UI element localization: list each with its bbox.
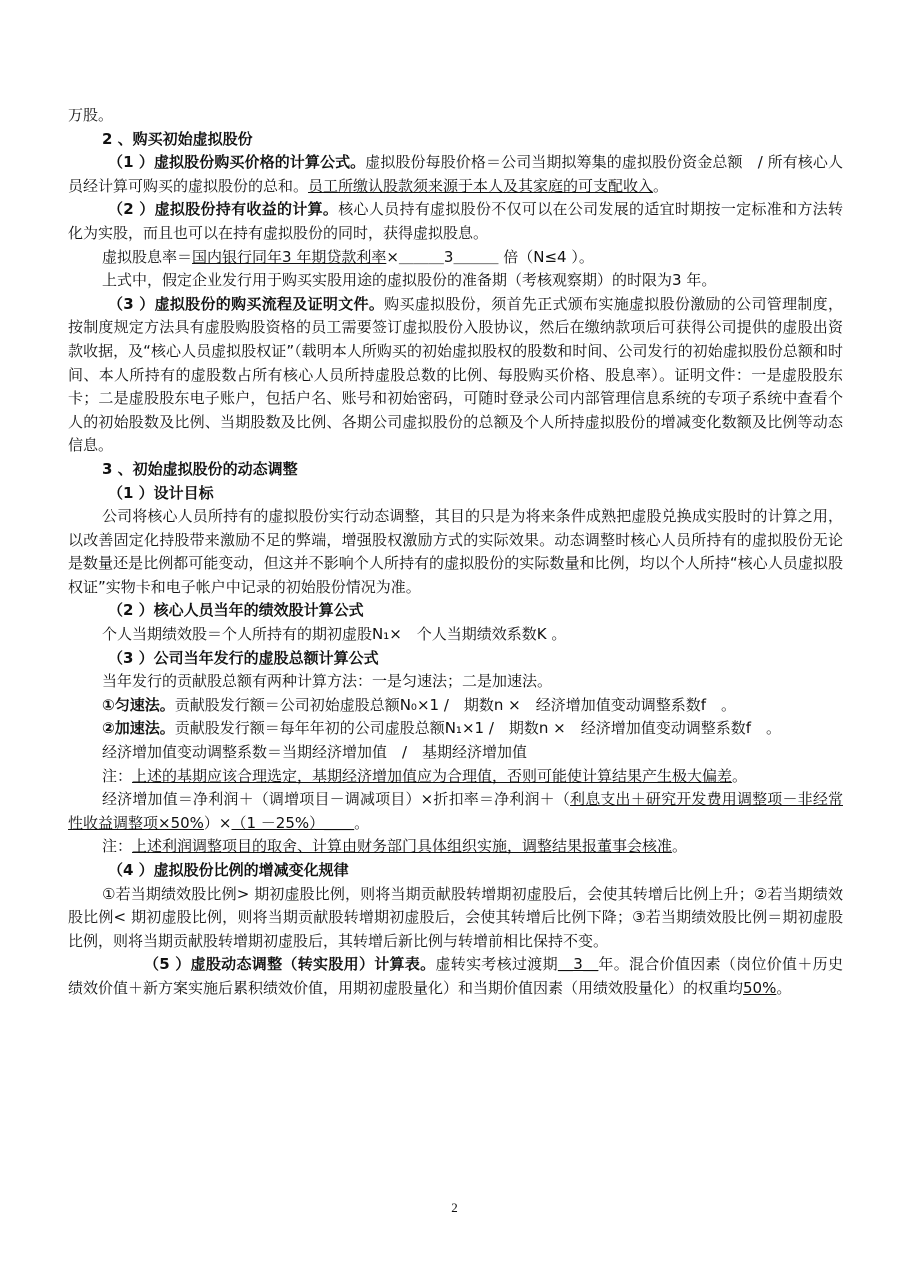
subheading-ratio-rule: （4 ）虚拟股份比例的增减变化规律 [108,861,349,879]
subheading: （2 ）虚拟股份持有收益的计算。 [108,200,339,219]
subheading-design-goal: （1 ）设计目标 [108,483,214,502]
method-uniform: ①匀速法。贡献股发行额＝公司初始虚股总额N₀×1 / 期数n × 经济增加值变动调整系数f 。 [102,695,736,714]
formula-performance-shares: 个人当期绩效股＝个人所持有的期初虚股N₁× 个人当期绩效系数K 。 [102,625,567,644]
formula-adjustment-factor: 经济增加值变动调整系数＝当期经济增加值 / 基期经济增加值 [102,743,528,762]
subheading: （3 ）虚拟股份的购买流程及证明文件。 [108,294,385,313]
page-number: 2 [451,1200,458,1215]
formula-eva: 经济增加值＝净利润＋（调增项目－调减项目）×折扣率＝净利润＋（利息支出＋研究开发费用调整项－非经常性收益调整项×50%）×（1 －25%）＿＿。 [68,790,843,832]
document-body [68,104,843,1001]
note-base-period: 注：上述的基期应该合理选定，基期经济增加值应为合理值，否则可能使计算结果产生极大偏差。 [102,766,748,785]
paragraph-conversion-table: （5 ）虚股动态调整（转实股用）计算表。虚转实考核过渡期＿3＿年。混合价值因素（岗位价值＋历史绩效价值＋新方案实施后累积绩效价值，用期初虚股量化）和当期价值因素（用绩效股量化）的权重均50%。 [68,955,843,997]
paragraph-prep-period: 上式中，假定企业发行用于购买实股用途的虚拟股份的准备期（考核观察期）的时限为3 年。 [102,271,717,290]
method-accelerated: ②加速法。贡献股发行额＝每年年初的公司虚股总额N₁×1 / 期数n × 经济增加值变动调整系数f 。 [102,719,781,738]
paragraph-ratio-rule: ①若当期绩效股比例> 期初虚股比例，则将当期贡献股转增期初虚股后，会使其转增后比例上升；②若当期绩效股比例< 期初虚股比例，则将当期贡献股转增期初虚股后，会使其转增后比例下降；③若当期绩效股比例＝期初虚股比例，则将当期贡献股转增期初虚股后，其转增后新比例与转增前相比保持不变。 [68,884,843,950]
section-heading-3: 3 、初始虚拟股份的动态调整 [102,459,298,478]
paragraph-continuation: 万股。 [68,106,114,124]
subheading: （1 ）虚拟股份购买价格的计算公式。 [108,153,366,172]
subheading-total-issue: （3 ）公司当年发行的虚股总额计算公式 [108,648,379,667]
paragraph-purchase-price: （1 ）虚拟股份购买价格的计算公式。虚拟股份每股价格＝公司当期拟筹集的虚拟股份资金总额 / 所有核心人员经计算可购买的虚拟股份的总和。员工所缴认股款须来源于本人及其家庭的可支配收入。 [68,153,843,195]
paragraph-design-goal: 公司将核心人员所持有的虚拟股份实行动态调整，其目的只是为将来条件成熟把虚股兑换成实股时的计算之用，以改善固定化持股带来激励不足的弊端，增强股权激励方式的实际效果。动态调整时核心人员所持有的虚拟股份无论是数量还是比例都可能变动，但这并不影响个人所持有的虚拟股份的实际数量和比例，均以个人所持“核心人员虚拟股权证”实物卡和电子帐户中记录的初始股份情况为准。 [68,507,843,596]
underlined-text: 员工所缴认股款须来源于本人及其家庭的可支配收入 [308,176,654,195]
paragraph-holding-return: （2 ）虚拟股份持有收益的计算。核心人员持有虚拟股份不仅可以在公司发展的适宜时期按一定标准和方法转化为实股，而且也可以在持有虚拟股份的同时，获得虚拟股息。 [68,200,843,242]
section-heading-2: 2 、购买初始虚拟股份 [102,129,253,148]
note-profit-adjustment: 注：上述利润调整项目的取舍、计算由财务部门具体组织实施，调整结果报董事会核准。 [102,837,688,856]
subheading-performance-shares: （2 ）核心人员当年的绩效股计算公式 [108,601,364,620]
formula-dividend-rate: 虚拟股息率＝国内银行同年3 年期贷款利率×＿＿＿3＿＿＿ 倍（N≤4 ）。 [102,247,594,266]
subheading: （5 ）虚股动态调整（转实股用）计算表。 [144,955,436,974]
paragraph-two-methods: 当年发行的贡献股总额有两种计算方法：一是匀速法；二是加速法。 [102,672,553,691]
paragraph-purchase-process: （3 ）虚拟股份的购买流程及证明文件。购买虚拟股份，须首先正式颁布实施虚拟股份激励的公司管理制度，按制度规定方法具有虚股购股资格的员工需要签订虚拟股份入股协议，然后在缴纳款项后可获得公司提供的虚股出资款收据，及“核心人员虚拟股权证”（载明本人所购买的初始虚拟股权的股数和时间、公司发行的初始虚拟股份总额和时间、本人所持有的虚股数占所有核心人员所持虚股总数的比例、每股购买价格、股息率）。证明文件：一是虚股股东卡；二是虚股股东电子账户，包括户名、账号和初始密码，可随时登录公司内部管理信息系统的专项子系统中查看个人的初始股数及比例、当期股数及比例、各期公司虚拟股份的总额及个人所持虚拟股份的增减变化数额及比例等动态信息。 [68,294,843,455]
